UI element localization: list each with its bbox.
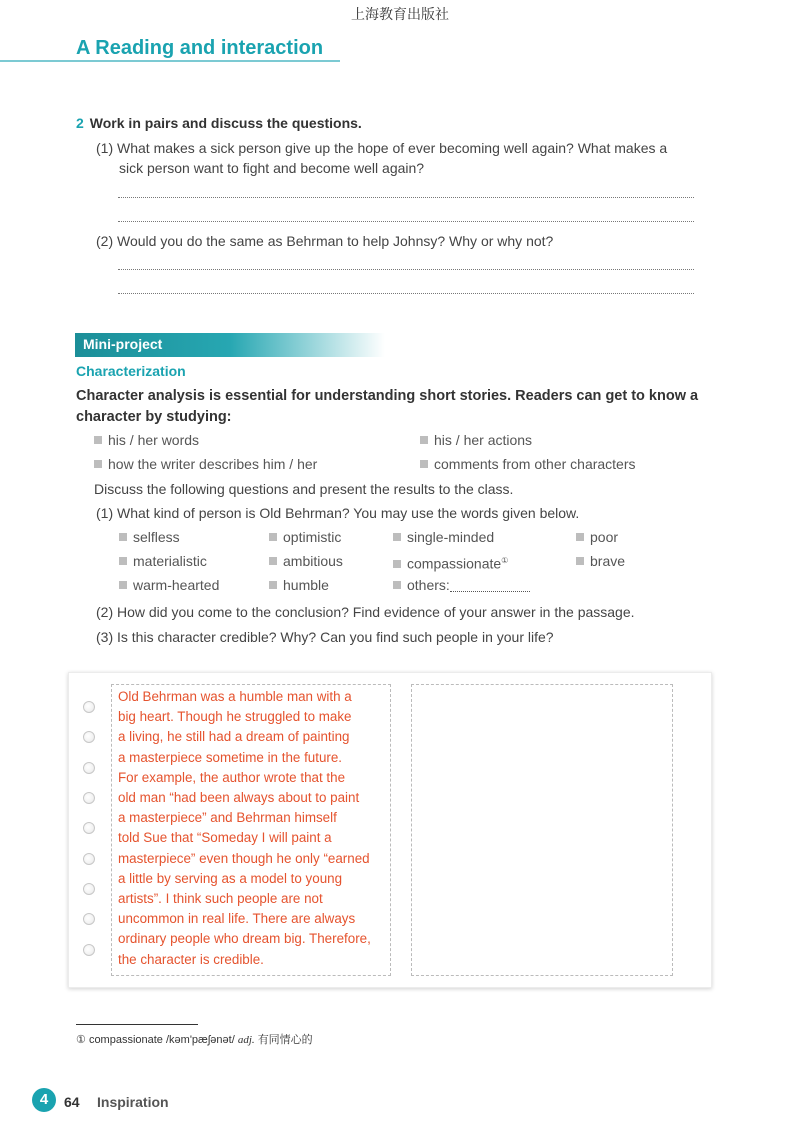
binder-ring-icon — [83, 822, 95, 834]
bullet-square-icon — [269, 557, 277, 565]
word-option: selfless — [119, 528, 180, 546]
bullet-square-icon — [269, 581, 277, 589]
question-2-2: (2) Would you do the same as Behrman to help Johnsy? Why or why not? — [96, 233, 554, 249]
mini-project-label: Mini-project — [83, 336, 163, 352]
bullet-square-icon — [576, 557, 584, 565]
bullet-square-icon — [269, 533, 277, 541]
word-option: materialistic — [119, 552, 207, 570]
book-title: Inspiration — [97, 1094, 169, 1110]
section-divider — [0, 60, 340, 62]
sample-answer-text: Old Behrman was a humble man with a big heart. Though he struggled to make a living, he still had a dream of painting a masterpiece sometime in the future. For example, the author wrote that the old man “had been always about to paint a masterpiece” and Behrman himself told Sue that “Someday I will paint a masterpiece” even though he only “earned a little by serving as a model to young artists”. I think such people are not uncommon in real life. There are always ordinary people who dream big. Therefore, the character is credible. — [118, 689, 371, 967]
word-option: compassionate① — [393, 552, 508, 573]
bullet-square-icon — [420, 436, 428, 444]
answer-line[interactable] — [118, 269, 694, 270]
word-option: ambitious — [269, 552, 343, 570]
word-option: brave — [576, 552, 625, 570]
question-2-1-line1: (1) What makes a sick person give up the hope of ever becoming well again? What makes a — [96, 140, 668, 156]
binder-ring-icon — [83, 731, 95, 743]
word-option-others: others: — [393, 576, 530, 594]
bullet-square-icon — [94, 460, 102, 468]
bullet-square-icon — [119, 557, 127, 565]
word-option: poor — [576, 528, 618, 546]
binder-ring-icon — [83, 944, 95, 956]
study-item: how the writer describes him / her — [94, 455, 317, 473]
mini-project-intro — [76, 386, 706, 428]
intro-line1: Character analysis is essential for understanding short stories. Readers can get to know a — [76, 388, 699, 404]
study-item: his / her words — [94, 431, 199, 449]
answer-line[interactable] — [118, 293, 694, 294]
blank-answer-panel[interactable] — [411, 684, 673, 976]
intro-line2: character by studying: — [76, 409, 232, 425]
mini-question-3: (3) Is this character credible? Why? Can you find such people in your life? — [96, 629, 554, 645]
bullet-square-icon — [94, 436, 102, 444]
word-option: humble — [269, 576, 329, 594]
binder-ring-icon — [83, 913, 95, 925]
bullet-square-icon — [420, 460, 428, 468]
question-2-title: Work in pairs and discuss the questions. — [89, 115, 362, 131]
footnote-mark: ① — [501, 556, 509, 565]
bullet-square-icon — [119, 533, 127, 541]
binder-ring-icon — [83, 792, 95, 804]
word-option: warm-hearted — [119, 576, 219, 594]
binder-ring-icon — [83, 853, 95, 865]
question-number: 2 — [76, 115, 84, 131]
others-blank[interactable] — [450, 580, 530, 592]
question-2-heading — [76, 115, 362, 131]
footnote: ① compassionate /kəm'pæʃənət/ adj. 有同情心的 — [76, 1034, 313, 1046]
binder-ring-icon — [83, 762, 95, 774]
publisher-header: 上海教育出版社 — [351, 6, 449, 22]
answer-line[interactable] — [118, 221, 694, 222]
instruction-text: Discuss the following questions and present the results to the class. — [94, 481, 514, 497]
characterization-heading: Characterization — [76, 363, 186, 379]
mini-question-2: (2) How did you come to the conclusion? Find evidence of your answer in the passage. — [96, 604, 635, 620]
answer-line[interactable] — [118, 197, 694, 198]
sample-answer-panel — [111, 684, 391, 976]
study-item: his / her actions — [420, 431, 532, 449]
binder-ring-icon — [83, 883, 95, 895]
footnote-divider — [76, 1024, 198, 1025]
binder-ring-icon — [83, 701, 95, 713]
bullet-square-icon — [119, 581, 127, 589]
unit-number-badge: 4 — [32, 1088, 56, 1112]
bullet-square-icon — [393, 560, 401, 568]
word-option: optimistic — [269, 528, 341, 546]
section-title: A Reading and interaction — [76, 37, 324, 59]
study-item: comments from other characters — [420, 455, 636, 473]
word-option: single-minded — [393, 528, 494, 546]
mini-question-1: (1) What kind of person is Old Behrman? You may use the words given below. — [96, 505, 580, 521]
question-2-1-line2: sick person want to fight and become well again? — [119, 160, 425, 176]
page-number: 64 — [64, 1094, 80, 1110]
mini-project-banner — [75, 333, 385, 357]
bullet-square-icon — [576, 533, 584, 541]
bullet-square-icon — [393, 581, 401, 589]
bullet-square-icon — [393, 533, 401, 541]
